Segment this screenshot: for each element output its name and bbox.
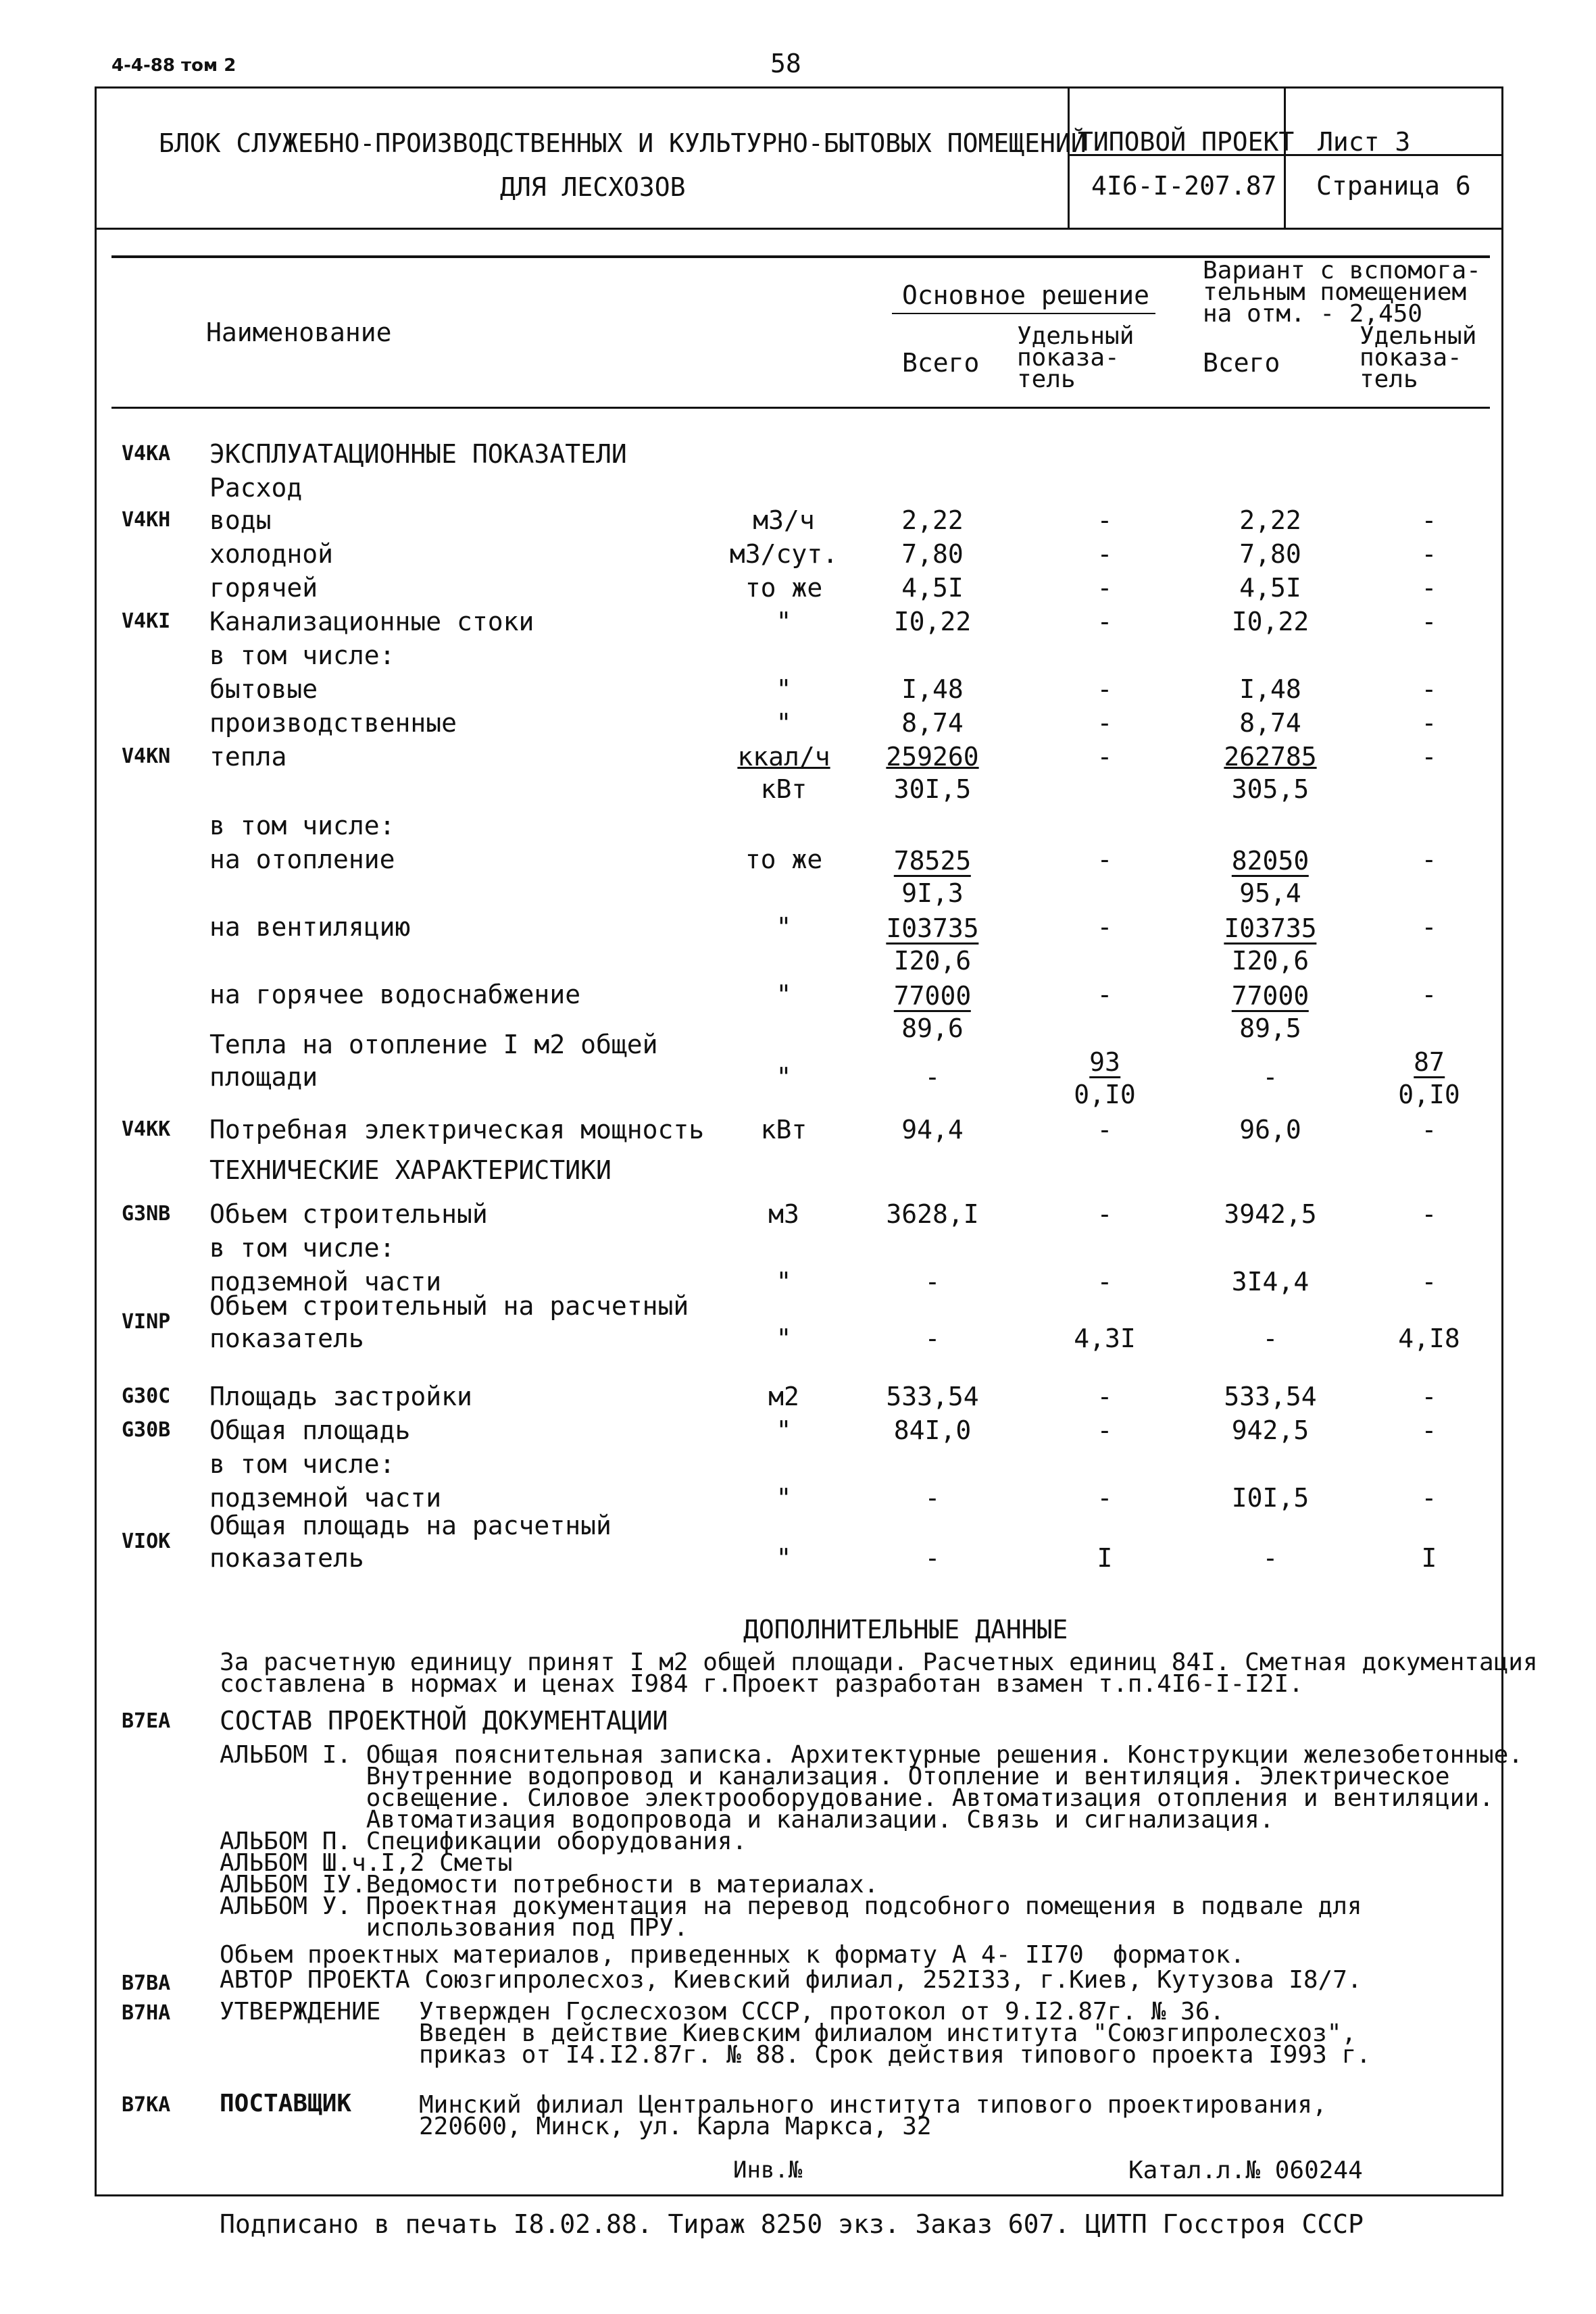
row-unit: м3/сут.	[729, 539, 839, 569]
row-value-a: 4,5I	[901, 573, 964, 603]
row-value-b: -	[1097, 1415, 1113, 1445]
row-value-b: -	[1097, 1267, 1113, 1297]
row-value-b: 4,3I	[1074, 1324, 1136, 1353]
row-unit: "	[776, 1415, 792, 1445]
row-value-c	[1232, 980, 1309, 1045]
col-main-specific: Удельный показа- тель	[1017, 322, 1134, 393]
row-value-c-bottom: I20,6	[1231, 946, 1310, 976]
row-value-d: -	[1421, 539, 1437, 569]
row-value-a-top: 77000	[893, 981, 972, 1011]
row-value-d: -	[1421, 1267, 1437, 1297]
row-value-d: -	[1421, 1115, 1437, 1145]
row-value-d	[1398, 1046, 1460, 1111]
row-unit: "	[776, 674, 792, 704]
additional-title: ДОПОЛНИТЕЛЬНЫЕ ДАННЫЕ	[743, 1615, 1068, 1644]
row-name: Канализационные стоки	[209, 607, 534, 636]
col-variant-total: Всего	[1203, 348, 1280, 378]
row-value-d: -	[1421, 505, 1437, 535]
composition-line: АЛЬБОМ П. Спецификации оборудования.	[220, 1828, 747, 1855]
sheet-label: Лист 3	[1318, 127, 1411, 157]
supplier-code: B7KA	[122, 2093, 171, 2117]
row-code: V4KN	[122, 745, 171, 768]
row-unit: "	[776, 607, 792, 636]
row-unit: то же	[745, 573, 823, 603]
row-value-b: -	[1097, 573, 1113, 603]
composition-line: АЛЬБОМ Ш.ч.I,2 Сметы	[220, 1849, 513, 1877]
approval-line-2: Введен в действие Киевским филиалом института "Союзгипролесхоз",	[419, 2019, 1357, 2047]
composition-line: АЛЬБОМ I. Общая пояснительная записка. Архитектурные решения. Конструкции железобетонные.	[220, 1741, 1523, 1769]
row-value-a-top: 78525	[893, 846, 972, 876]
row-unit: "	[776, 1062, 792, 1092]
composition-line: АЛЬБОМ У. Проектная документация на перевод подсобного помещения в подвале для	[220, 1892, 1362, 1920]
row-code: VIOK	[122, 1530, 171, 1553]
row-name-cont: площади	[209, 1062, 318, 1092]
row-value-d: -	[1421, 1382, 1437, 1411]
row-code: VINP	[122, 1310, 171, 1334]
row-value-c: 4,5I	[1239, 573, 1301, 603]
row-value-c: 96,0	[1239, 1115, 1301, 1145]
row-value-c: I0I,5	[1231, 1483, 1310, 1513]
row-value-a: 8,74	[901, 708, 964, 738]
approval-line-1: Утвержден Гослесхозом СССР, протокол от 9.I2.87г. № 36.	[419, 1998, 1225, 2026]
row-value-d: -	[1421, 1199, 1437, 1229]
row-value-d: -	[1421, 674, 1437, 704]
row-value-c: -	[1262, 1324, 1278, 1353]
series-label: 4-4-88 том 2	[111, 55, 236, 76]
row-value-a-bottom: I20,6	[893, 946, 972, 976]
row-name: холодной	[209, 539, 334, 569]
row-name: ТЕХНИЧЕСКИЕ ХАРАКТЕРИСТИКИ	[209, 1155, 612, 1185]
row-value-c-bottom: 89,5	[1239, 1013, 1301, 1043]
row-code: V4KA	[122, 442, 171, 466]
composition-line: Внутренние водопровод и канализация. Отопление и вентиляция. Электрическое	[220, 1763, 1450, 1790]
row-value-c: 2,22	[1239, 505, 1301, 535]
row-unit: м2	[768, 1382, 799, 1411]
row-name: в том числе:	[209, 640, 395, 670]
row-value-d: -	[1421, 980, 1437, 1009]
row-value-c-top: 82050	[1231, 846, 1310, 876]
row-code: G30C	[122, 1384, 171, 1408]
row-code: V4KK	[122, 1117, 171, 1141]
row-value-b: -	[1097, 674, 1113, 704]
row-name: на вентиляцию	[209, 912, 411, 942]
row-value-d-top: 87	[1414, 1047, 1445, 1077]
row-name: производственные	[209, 708, 457, 738]
row-value-b: -	[1097, 1483, 1113, 1513]
row-value-a: -	[924, 1062, 941, 1092]
col-variant-header: Вариант с вспомога- тельным помещением на отм. - 2,450	[1203, 257, 1481, 328]
row-name: подземной части	[209, 1483, 442, 1513]
row-name: бытовые	[209, 674, 318, 704]
row-value-b: -	[1097, 539, 1113, 569]
row-value-b: -	[1097, 505, 1113, 535]
author-text: АВТОР ПРОЕКТА Союзгипролесхоз, Киевский филиал, 252I33, г.Киев, Кутузова I8/7.	[220, 1966, 1362, 1994]
row-name: Потребная электрическая мощность	[209, 1115, 705, 1145]
row-value-b: -	[1097, 1382, 1113, 1411]
row-value-c: 262785	[1224, 742, 1317, 772]
author-code: B7BA	[122, 1971, 171, 1995]
row-code: G3NB	[122, 1202, 171, 1226]
row-value-b: -	[1097, 845, 1113, 874]
row-value-a: 2,22	[901, 505, 964, 535]
row-unit: "	[776, 1267, 792, 1297]
row-value-b: I	[1097, 1543, 1113, 1573]
composition-code: B7EA	[122, 1709, 171, 1733]
row-unit: "	[776, 1543, 792, 1573]
row-name: на горячее водоснабжение	[209, 980, 581, 1009]
row-value-a	[894, 845, 971, 909]
inventory-number: Инв.№	[733, 2157, 803, 2184]
col-main-header: Основное решение	[902, 280, 1150, 310]
right-frame	[1501, 230, 1503, 2196]
row-name: Тепла на отопление I м2 общей	[209, 1030, 658, 1059]
row-code: G30B	[122, 1418, 171, 1442]
row-value-c: I,48	[1239, 674, 1301, 704]
row-value-b: -	[1097, 912, 1113, 942]
row-value-a-bottom: 89,6	[901, 1013, 964, 1043]
row-value-a: 7,80	[901, 539, 964, 569]
row-value-a: 84I,0	[893, 1415, 972, 1445]
row-value-d: -	[1421, 845, 1437, 874]
row-value-d: -	[1421, 742, 1437, 772]
row-name: в том числе:	[209, 1449, 395, 1479]
row-value-d: -	[1421, 708, 1437, 738]
page-label: Страница 6	[1316, 171, 1471, 201]
row-value-c: 3I4,4	[1231, 1267, 1310, 1297]
row-value-c: 942,5	[1231, 1415, 1310, 1445]
row-unit: кВт	[760, 1115, 807, 1145]
col-main-total: Всего	[902, 348, 980, 378]
row-name-cont: показатель	[209, 1324, 364, 1353]
supplier-line-1: Минский филиал Центрального института типового проектирования,	[419, 2091, 1327, 2119]
composition-title: СОСТАВ ПРОЕКТНОЙ ДОКУМЕНТАЦИИ	[220, 1706, 668, 1736]
row-name: горячей	[209, 573, 318, 603]
row-name: воды	[209, 505, 272, 535]
row-value-c: 7,80	[1239, 539, 1301, 569]
row-code: V4KH	[122, 508, 171, 532]
row-name-cont: показатель	[209, 1543, 364, 1573]
row-value-c	[1224, 912, 1316, 977]
row-value-c: 533,54	[1224, 1382, 1317, 1411]
row-value-a: I0,22	[893, 607, 972, 636]
additional-text-1: За расчетную единицу принят I м2 общей площади. Расчетных единиц 84I. Сметная документация	[220, 1649, 1538, 1676]
row-unit: "	[776, 708, 792, 738]
row-value-c-top: 77000	[1231, 981, 1310, 1011]
row-value-a-top: I03735	[886, 913, 979, 943]
row-value-c: I0,22	[1231, 607, 1310, 636]
col-name-header: Наименование	[206, 318, 392, 347]
row-name: Расход	[209, 473, 303, 503]
additional-text-2: составлена в нормах и ценах I984 г.Проект разработан взамен т.п.4I6-I-I2I.	[220, 1670, 1303, 1698]
row-value-c-2: 305,5	[1231, 774, 1310, 804]
catalog-number: Катал.л.№ 060244	[1128, 2157, 1363, 2184]
row-name: Общая площадь на расчетный	[209, 1511, 612, 1540]
row-value-c: 8,74	[1239, 708, 1301, 738]
row-value-c	[1232, 845, 1309, 909]
row-value-d: -	[1421, 912, 1437, 942]
row-value-a: 3628,I	[886, 1199, 979, 1229]
row-value-d: -	[1421, 573, 1437, 603]
row-value-a: -	[924, 1324, 941, 1353]
row-unit: м3/ч	[753, 505, 815, 535]
row-name: тепла	[209, 742, 287, 772]
approval-code: B7HA	[122, 2001, 171, 2025]
row-name: Обьем строительный	[209, 1199, 488, 1229]
row-value-d-bottom: 0,I0	[1398, 1080, 1460, 1109]
row-unit: "	[776, 912, 792, 942]
row-value-c: -	[1262, 1543, 1278, 1573]
left-frame	[95, 230, 97, 2196]
approval-line-3: приказ от I4.I2.87г. № 88. Срок действия типового проекта I993 г.	[419, 2041, 1371, 2069]
row-value-a-bottom: 9I,3	[901, 878, 964, 908]
row-unit: "	[776, 980, 792, 1009]
row-name: в том числе:	[209, 1233, 395, 1263]
row-value-b: -	[1097, 1115, 1113, 1145]
row-value-a: -	[924, 1483, 941, 1513]
row-value-a-2: 30I,5	[893, 774, 972, 804]
row-value-a	[886, 912, 978, 977]
row-unit-2: кВт	[760, 774, 807, 804]
composition-line: Автоматизация водопровода и канализации. Связь и сигнализация.	[220, 1806, 1274, 1834]
row-value-d: -	[1421, 1483, 1437, 1513]
row-name: на отопление	[209, 845, 395, 874]
row-value-b: -	[1097, 607, 1113, 636]
row-value-a: -	[924, 1267, 941, 1297]
project-label: ТИПОВОЙ ПРОЕКТ	[1078, 127, 1295, 157]
row-value-c: -	[1262, 1062, 1278, 1092]
row-name: в том числе:	[209, 811, 395, 840]
row-name: ЭКСПЛУАТАЦИОННЫЕ ПОКАЗАТЕЛИ	[209, 439, 627, 469]
print-line: Подписано в печать I8.02.88. Тираж 8250 экз. Заказ 607. ЦИТП Госстроя СССР	[220, 2209, 1364, 2239]
title-line-2: ДЛЯ ЛЕСХОЗОВ	[500, 172, 686, 202]
approval-label: УТВЕРЖДЕНИЕ	[220, 1998, 381, 2026]
row-unit: "	[776, 1483, 792, 1513]
composition-line: использования под ПРУ.	[220, 1914, 689, 1942]
composition-line: Обьем проектных материалов, приведенных к формату А 4- II70 форматок.	[220, 1941, 1245, 1969]
row-value-a: 94,4	[901, 1115, 964, 1145]
row-name: Площадь застройки	[209, 1382, 472, 1411]
composition-line: АЛЬБОМ IУ.Ведомости потребности в материалах.	[220, 1871, 879, 1898]
row-value-d: -	[1421, 607, 1437, 636]
row-value-d: I	[1421, 1543, 1437, 1573]
row-value-b: -	[1097, 1199, 1113, 1229]
row-value-c-top: I03735	[1224, 913, 1317, 943]
row-unit: "	[776, 1324, 792, 1353]
row-value-d: 4,I8	[1398, 1324, 1460, 1353]
row-value-b: -	[1097, 742, 1113, 772]
row-name: подземной части	[209, 1267, 442, 1297]
row-unit: м3	[768, 1199, 799, 1229]
row-value-a: 533,54	[886, 1382, 979, 1411]
row-value-a	[894, 980, 971, 1045]
row-name: Общая площадь	[209, 1415, 411, 1445]
row-unit: ккал/ч	[737, 742, 830, 772]
row-value-a: -	[924, 1543, 941, 1573]
row-value-a: I,48	[901, 674, 964, 704]
row-value-a: 259260	[886, 742, 979, 772]
composition-line: освещение. Силовое электрооборудование. Автоматизация отопления и вентиляции.	[220, 1784, 1494, 1812]
row-name: Обьем строительный на расчетный	[209, 1291, 689, 1321]
row-value-c: 3942,5	[1224, 1199, 1317, 1229]
row-value-b: -	[1097, 980, 1113, 1009]
supplier-label: ПОСТАВЩИК	[220, 2090, 352, 2117]
col-variant-specific: Удельный показа- тель	[1360, 322, 1477, 393]
row-value-d: -	[1421, 1415, 1437, 1445]
row-value-c-bottom: 95,4	[1239, 878, 1301, 908]
title-line-1: БЛОК СЛУЖЕБНО-ПРОИЗВОДСТВЕННЫХ И КУЛЬТУРНО-БЫТОВЫХ ПОМЕЩЕНИЙ	[159, 128, 1087, 158]
row-code: V4KI	[122, 609, 171, 633]
project-number: 4I6-I-207.87	[1091, 171, 1277, 201]
supplier-line-2: 220600, Минск, ул. Карла Маркса, 32	[419, 2113, 932, 2140]
page-number: 58	[770, 49, 801, 78]
title-block	[95, 86, 1503, 230]
row-value-b: -	[1097, 708, 1113, 738]
row-value-b-top: 93	[1089, 1047, 1120, 1077]
row-value-b	[1074, 1046, 1136, 1111]
row-value-b-bottom: 0,I0	[1074, 1080, 1136, 1109]
row-unit: то же	[745, 845, 823, 874]
